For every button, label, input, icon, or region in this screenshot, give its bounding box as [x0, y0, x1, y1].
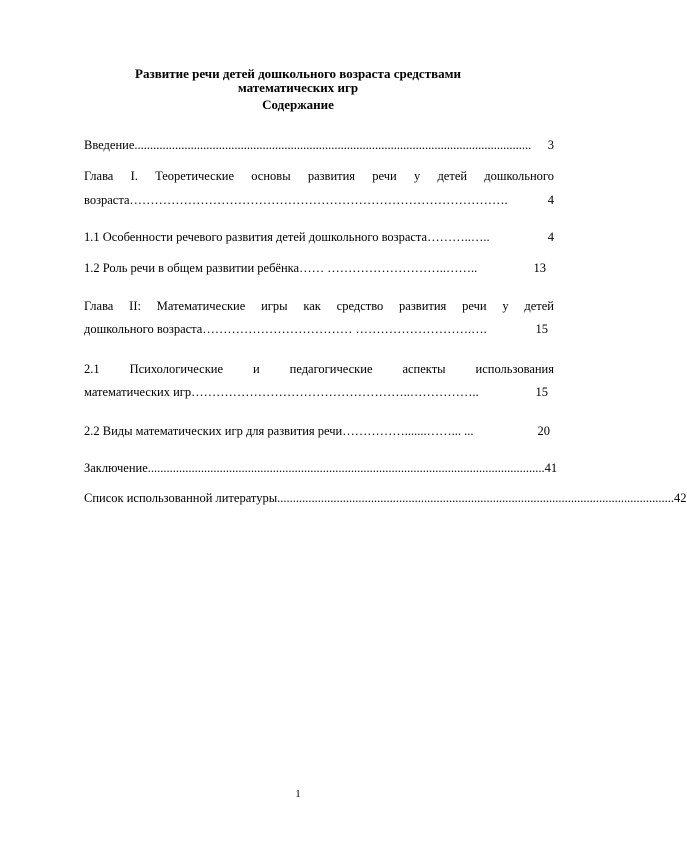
toc-entry-conclusion — [84, 460, 558, 476]
toc-entry-label: математических игр — [84, 385, 192, 399]
toc-entry-label: Заключение — [84, 461, 148, 475]
toc-entry-section-2-2 — [84, 423, 554, 439]
toc-entry-label: 2.2 Виды математических игр для развития речи… — [84, 424, 355, 438]
toc-entry-label: 1.2 Роль речи в общем развитии ребёнка… — [84, 261, 312, 275]
toc-entry-label: 2.1 Психологические и педагогические аспекты использования — [84, 362, 554, 376]
toc-page-number: 41 — [544, 461, 558, 475]
toc-page-number: 4 — [547, 230, 554, 244]
toc-entry-label: Введение — [84, 138, 135, 152]
toc-entry-label: Список использованной литературы — [84, 491, 278, 505]
toc-page-number: 13 — [533, 261, 546, 275]
toc-page-number: 3 — [547, 138, 554, 152]
toc-entry-label: Глава II: Математические игры как средство развития речи у детей — [84, 299, 554, 313]
document-title-line-2: математических игр — [237, 80, 359, 95]
document-title-line-1: Развитие речи детей дошкольного возраста средствами — [135, 66, 461, 81]
toc-entry-label: 1.1 Особенности речевого развития детей дошкольного возраста — [84, 230, 428, 244]
toc-leader: ……………………………………………..…………….. — [191, 385, 479, 399]
toc-leader: ............................................................................................................................... — [147, 461, 545, 475]
toc-entry-section-2-1 — [84, 361, 554, 377]
contents-heading: Содержание — [262, 97, 334, 112]
toc-page-number: 42 — [674, 491, 687, 505]
toc-leader: ………………………………………………………………………………. — [129, 193, 508, 207]
toc-entry-chapter-1 — [84, 168, 554, 184]
toc-page-number: 4 — [547, 193, 554, 207]
toc-page-number: 20 — [537, 424, 550, 438]
toc-entry-label: Глава I. Теоретические основы развития речи у детей дошкольного — [84, 169, 554, 183]
toc-entry-section-1-2 — [84, 260, 554, 276]
toc-entry-label: дошкольного возраста — [84, 322, 203, 336]
toc-page-number: 15 — [535, 322, 548, 336]
toc-leader: ………….......……... ... — [354, 424, 474, 438]
toc-entry-chapter-2-cont — [84, 321, 554, 337]
toc-entry-chapter-1-cont — [84, 192, 554, 208]
toc-page-number: 15 — [535, 385, 548, 399]
toc-entry-section-1-1 — [84, 229, 554, 245]
toc-entry-section-2-1-cont — [84, 384, 554, 400]
toc-entry-label: возраста — [84, 193, 130, 207]
toc-entry-intro — [84, 137, 554, 153]
footer-page-number: 1 — [295, 788, 301, 800]
toc-leader: ............................................................................................................................... — [134, 138, 532, 152]
toc-entry-chapter-2 — [84, 298, 554, 314]
toc-leader: ............................................................................................................................... — [277, 491, 674, 505]
toc-leader: … ………………………..…….. — [311, 261, 478, 275]
toc-leader: ………..….. — [427, 230, 490, 244]
toc-entry-bibliography — [84, 490, 687, 506]
toc-leader: ……………………………… ……………………….…. — [202, 322, 487, 336]
